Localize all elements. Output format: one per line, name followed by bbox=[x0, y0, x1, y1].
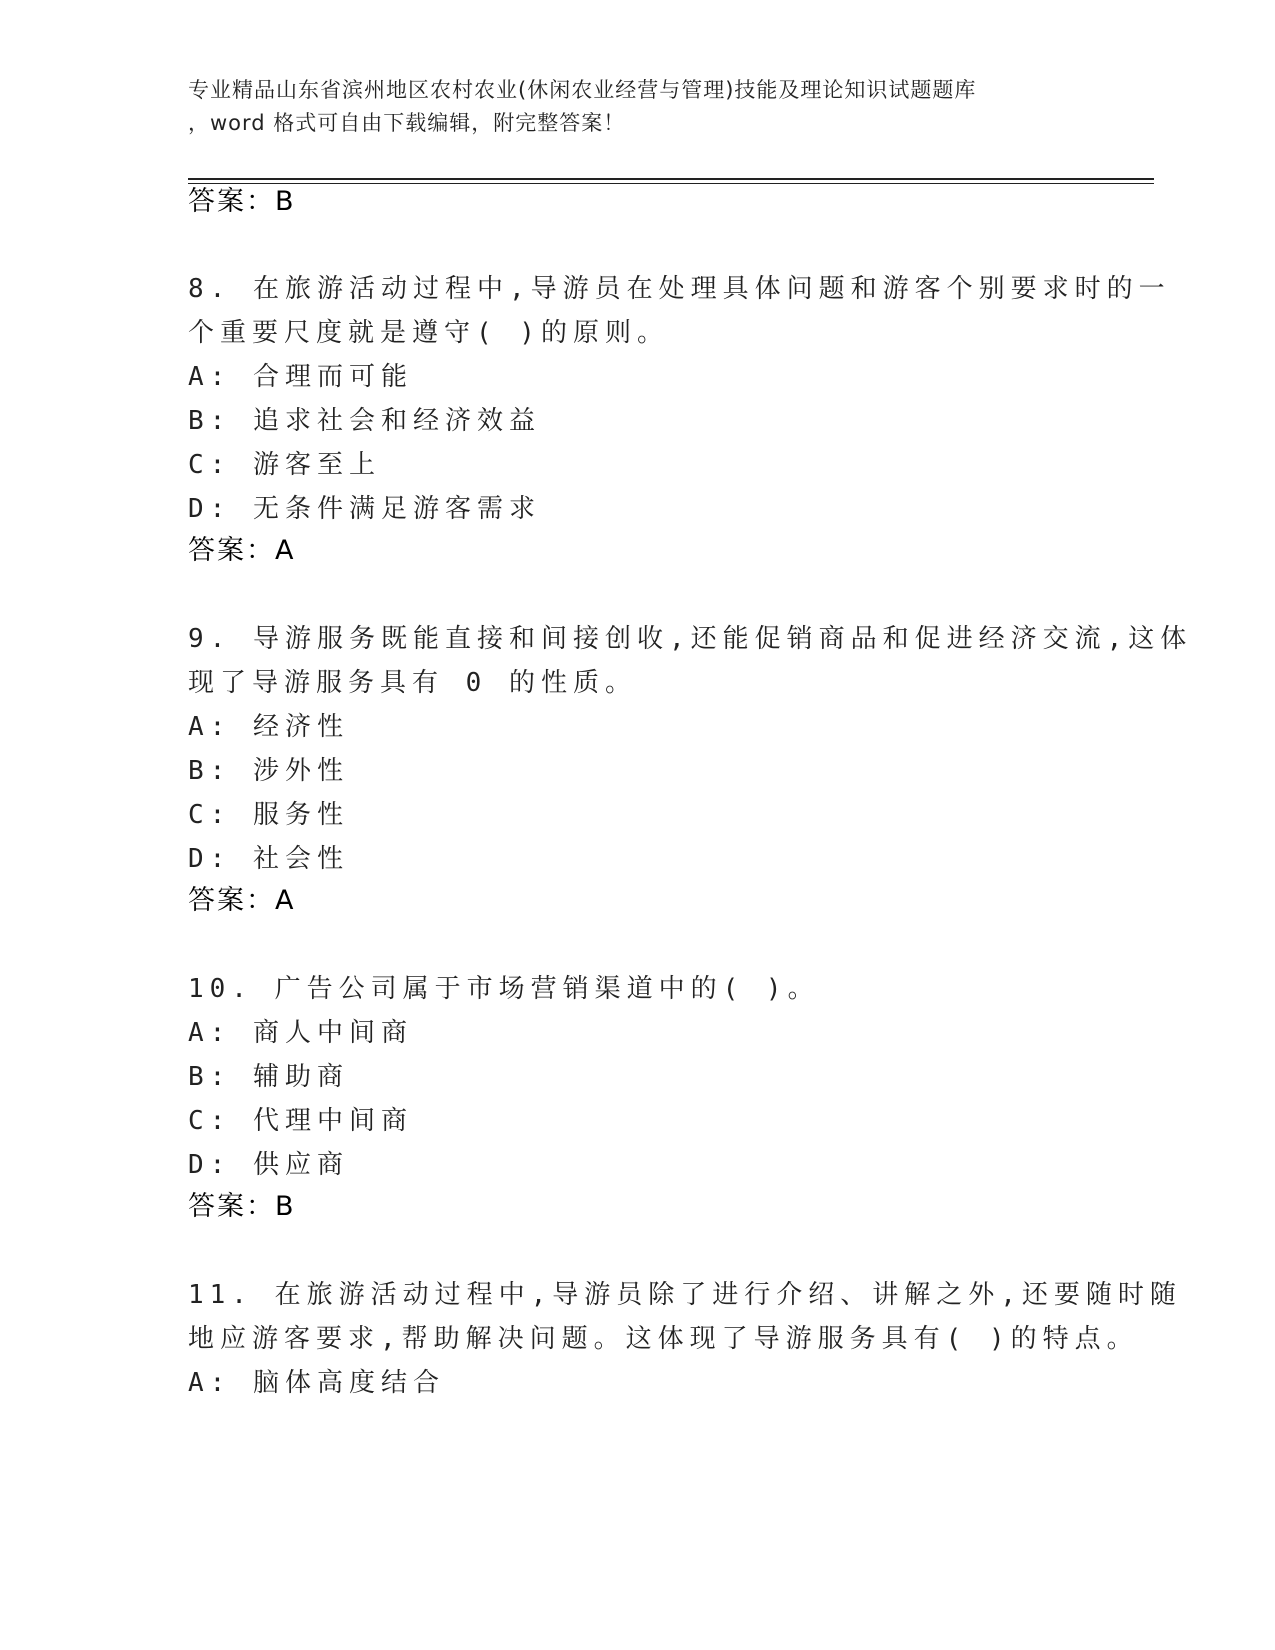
question-9-text-line-1: 9. 导游服务既能直接和间接创收,还能促销商品和促进经济交流,这体 bbox=[188, 624, 1193, 654]
question-11-text-line-1: 11. 在旅游活动过程中,导游员除了进行介绍、讲解之外,还要随时随 bbox=[188, 1280, 1182, 1310]
question-10-option-c: C: 代理中间商 bbox=[188, 1106, 413, 1136]
question-9-option-a: A: 经济性 bbox=[188, 712, 349, 742]
question-10-answer: 答案：B bbox=[188, 1191, 296, 1222]
question-8-text-line-2: 个重要尺度就是遵守( )的原则。 bbox=[188, 318, 669, 348]
question-10-option-a: A: 商人中间商 bbox=[188, 1018, 413, 1048]
question-11-text-line-2: 地应游客要求,帮助解决问题。这体现了导游服务具有( )的特点。 bbox=[188, 1324, 1139, 1354]
question-9-option-b: B: 涉外性 bbox=[188, 756, 349, 786]
question-10-option-d: D: 供应商 bbox=[188, 1150, 349, 1180]
document-header bbox=[188, 74, 1108, 140]
previous-question-answer: 答案：B bbox=[188, 186, 296, 217]
question-8-option-c: C: 游客至上 bbox=[188, 450, 381, 480]
header-title-line-1: 专业精品山东省滨州地区农村农业(休闲农业经营与管理)技能及理论知识试题题库 bbox=[188, 78, 977, 102]
question-9-option-c: C: 服务性 bbox=[188, 800, 349, 830]
header-title-line-2: ，word 格式可自由下载编辑，附完整答案！ bbox=[188, 111, 626, 135]
question-8-option-b: B: 追求社会和经济效益 bbox=[188, 406, 541, 436]
question-10-option-b: B: 辅助商 bbox=[188, 1062, 349, 1092]
question-8-text-line-1: 8. 在旅游活动过程中,导游员在处理具体问题和游客个别要求时的一 bbox=[188, 274, 1171, 304]
header-divider-thin bbox=[188, 183, 1154, 184]
header-divider-thick bbox=[188, 178, 1154, 180]
question-9-answer: 答案：A bbox=[188, 885, 296, 916]
question-9-text-line-2: 现了导游服务具有 0 的性质。 bbox=[188, 668, 637, 698]
question-10-text-line-1: 10. 广告公司属于市场营销渠道中的( )。 bbox=[188, 974, 820, 1004]
question-8-option-a: A: 合理而可能 bbox=[188, 362, 413, 392]
question-8-answer: 答案：A bbox=[188, 535, 296, 566]
question-9-option-d: D: 社会性 bbox=[188, 844, 349, 874]
question-11-option-a: A: 脑体高度结合 bbox=[188, 1368, 445, 1398]
question-8-option-d: D: 无条件满足游客需求 bbox=[188, 494, 541, 524]
